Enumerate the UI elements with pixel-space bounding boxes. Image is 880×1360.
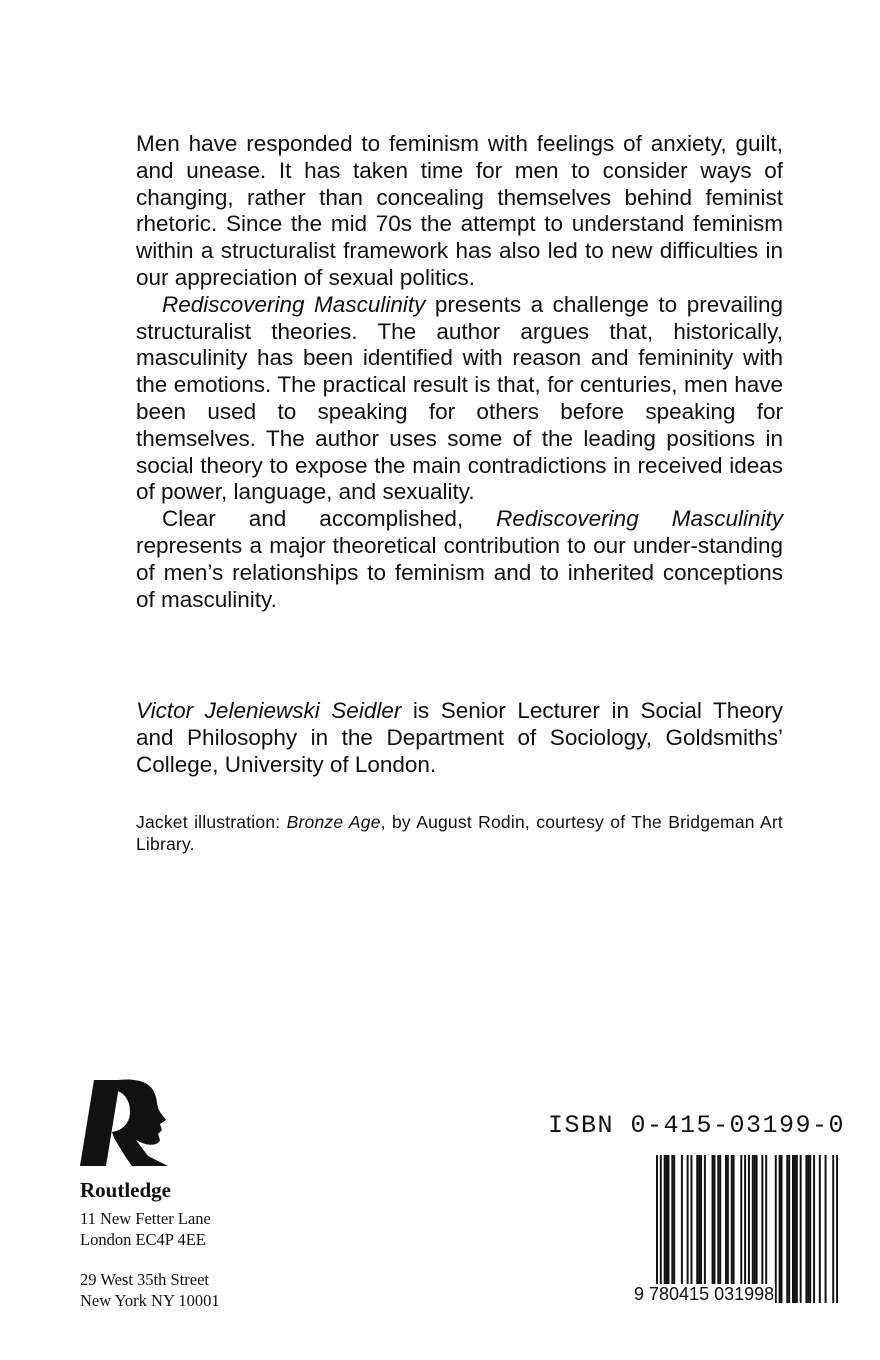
barcode-bar: [792, 1155, 794, 1303]
barcode-bar: [794, 1155, 796, 1303]
barcode-bar: [671, 1155, 673, 1303]
back-cover-blurb: [136, 131, 783, 613]
uk-address-line-2: London EC4P 4EE: [80, 1229, 206, 1249]
blurb-paragraph-2: [136, 292, 783, 506]
jacket-credit-start: Jacket illustration:: [136, 812, 287, 832]
barcode-bar: [832, 1155, 834, 1303]
barcode-bar: [687, 1155, 689, 1303]
blurb-paragraph-3-start: Clear and accomplished,: [162, 506, 497, 532]
barcode-bar: [696, 1155, 698, 1303]
book-title: Rediscovering Masculinity: [162, 291, 426, 317]
jacket-credit-text: , by August Rodin, courtesy of The Bridgeman Art Library.: [136, 812, 783, 854]
barcode-bar: [727, 1155, 729, 1303]
barcode-bar: [781, 1155, 783, 1303]
barcode-bar: [725, 1155, 727, 1303]
barcode-bar: [660, 1155, 662, 1303]
barcode-bar: [667, 1155, 669, 1303]
barcode-bar: [664, 1155, 666, 1303]
blurb-paragraph-3: [136, 506, 783, 613]
barcode-bar: [756, 1155, 758, 1303]
barcode-bar: [666, 1155, 668, 1303]
barcode-bar: [807, 1155, 809, 1303]
barcode-bar: [656, 1155, 658, 1303]
blurb-paragraph-2-text: presents a challenge to prevailing structuralist theories. The author argues that, historically, masculinity has been identified with reason and femininity with the emotions. The practical result is that, for centuries, men have been used to speaking for others before speaking for themselves. The author uses some of the leading positions in social theory to expose the main contradictions in received ideas of power, language, and sexuality.: [136, 291, 783, 505]
barcode-bar: [836, 1155, 838, 1303]
barcode-bar: [819, 1155, 821, 1303]
author-bio-text: is Senior Lecturer in Social Theory and Philosophy in the Department of Sociology, Goldsmiths’ College, University of London.: [136, 698, 784, 777]
author-name: Victor Jeleniewski Seidler: [136, 698, 402, 723]
barcode-bar: [761, 1155, 763, 1303]
barcode-bar: [700, 1155, 702, 1303]
uk-address-line-1: 11 New Fetter Lane: [80, 1209, 211, 1228]
us-address-line-2: New York NY 10001: [80, 1290, 220, 1310]
us-address-line-1: 29 West 35th Street: [80, 1270, 209, 1289]
barcode-bar: [712, 1155, 714, 1303]
barcode-bar: [704, 1155, 706, 1303]
publisher-info: [80, 1178, 220, 1311]
barcode-bar: [813, 1155, 815, 1303]
barcode-bar: [754, 1155, 756, 1303]
author-bio: [136, 697, 783, 778]
barcode-bar: [713, 1155, 715, 1303]
barcode-bar: [786, 1155, 788, 1303]
barcode-bar: [673, 1155, 675, 1303]
blurb-paragraph-3-text: represents a major theoretical contribution to our under-standing of men’s relationships to feminism and to inherited conceptions of masculinity.: [136, 532, 783, 612]
barcode-bar: [733, 1155, 735, 1303]
barcode-bar: [825, 1155, 827, 1303]
barcode-bar: [748, 1155, 750, 1303]
barcode-bar: [809, 1155, 811, 1303]
publisher-name: Routledge: [80, 1178, 171, 1202]
barcode-bar: [719, 1155, 721, 1303]
barcode-bar: [765, 1155, 767, 1303]
barcode-bar: [796, 1155, 798, 1303]
barcode-bar: [779, 1155, 781, 1303]
barcode-bar: [681, 1155, 683, 1303]
barcode-bar: [775, 1155, 777, 1303]
barcode-bar: [752, 1155, 754, 1303]
barcode-bar: [744, 1155, 746, 1303]
barcode-bar: [690, 1155, 692, 1303]
barcode-bar: [698, 1155, 700, 1303]
barcode-bar: [800, 1155, 802, 1303]
jacket-credit: [136, 811, 783, 855]
artwork-title: Bronze Age: [286, 812, 381, 832]
book-title: Rediscovering Masculinity: [496, 506, 783, 532]
isbn-label: ISBN 0-415-03199-0: [548, 1111, 846, 1140]
blurb-paragraph-1: Men have responded to feminism with feelings of anxiety, guilt, and unease. It has taken time for men to consider ways of changing, rather than concealing themselves behind feminist rhetoric. Since the mid 70s the attempt to understand feminism within a structuralist framework has also led to new difficulties in our appreciation of sexual politics.: [136, 131, 783, 290]
barcode-number: 9 780415 031998: [634, 1284, 775, 1304]
barcode-bar: [805, 1155, 807, 1303]
barcode-icon: [656, 1155, 838, 1303]
logo-r-stem: [80, 1080, 120, 1166]
logo-profile: [112, 1080, 168, 1167]
barcode-bar: [788, 1155, 790, 1303]
barcode-bar: [717, 1155, 719, 1303]
routledge-logo-icon: [78, 1076, 174, 1166]
barcode-bar: [731, 1155, 733, 1303]
barcode-bar: [740, 1155, 742, 1303]
